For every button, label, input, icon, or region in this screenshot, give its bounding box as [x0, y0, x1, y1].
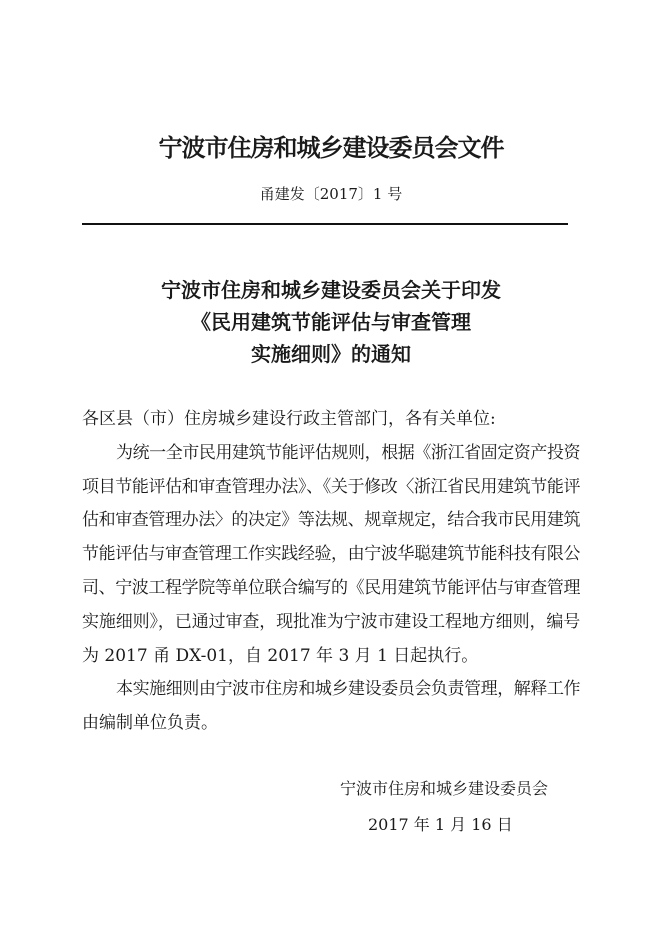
paragraph-line: 实施细则》，已通过审查，现批准为宁波市建设工程地方细则，编号	[82, 611, 580, 632]
document-number: 甬建发〔2017〕1 号	[259, 185, 403, 203]
notice-heading	[0, 274, 662, 370]
paragraph-line: 节能评估与审查管理工作实践经验，由宁波华聪建筑节能科技有限公	[82, 544, 580, 565]
paragraph	[82, 437, 580, 674]
paragraph-line: 为统一全市民用建筑节能评估规则，根据《浙江省固定资产投资	[116, 442, 580, 463]
paragraph-line: 估和审查管理办法〉的决定》等法规、规章规定，结合我市民用建筑	[82, 510, 580, 531]
header-divider	[82, 223, 568, 225]
paragraph-line: 司、宁波工程学院等单位联合编写的《民用建筑节能评估与审查管理	[82, 577, 580, 598]
document-title: 宁波市住房和城乡建设委员会文件	[158, 133, 504, 162]
paragraph-line: 本实施细则由宁波市住房和城乡建设委员会负责管理，解释工作	[116, 679, 580, 700]
notice-body	[82, 403, 580, 741]
notice-heading-line: 宁波市住房和城乡建设委员会关于印发	[161, 278, 501, 302]
paragraph	[82, 673, 580, 741]
paragraph-line: 由编制单位负责。	[82, 713, 218, 734]
signature-organization: 宁波市住房和城乡建设委员会	[340, 779, 549, 798]
signature-date: 2017 年 1 月 16 日	[368, 815, 513, 834]
paragraph-line: 项目节能评估和审查管理办法》、《关于修改〈浙江省民用建筑节能评	[82, 476, 580, 497]
paragraph-line: 为 2017 甬 DX-01，自 2017 年 3 月 1 日起执行。	[82, 645, 479, 666]
salutation: 各区县（市）住房城乡建设行政主管部门，各有关单位:	[82, 409, 496, 429]
notice-heading-line: 《民用建筑节能评估与审查管理	[191, 310, 471, 334]
notice-heading-line: 实施细则》的通知	[251, 342, 411, 366]
